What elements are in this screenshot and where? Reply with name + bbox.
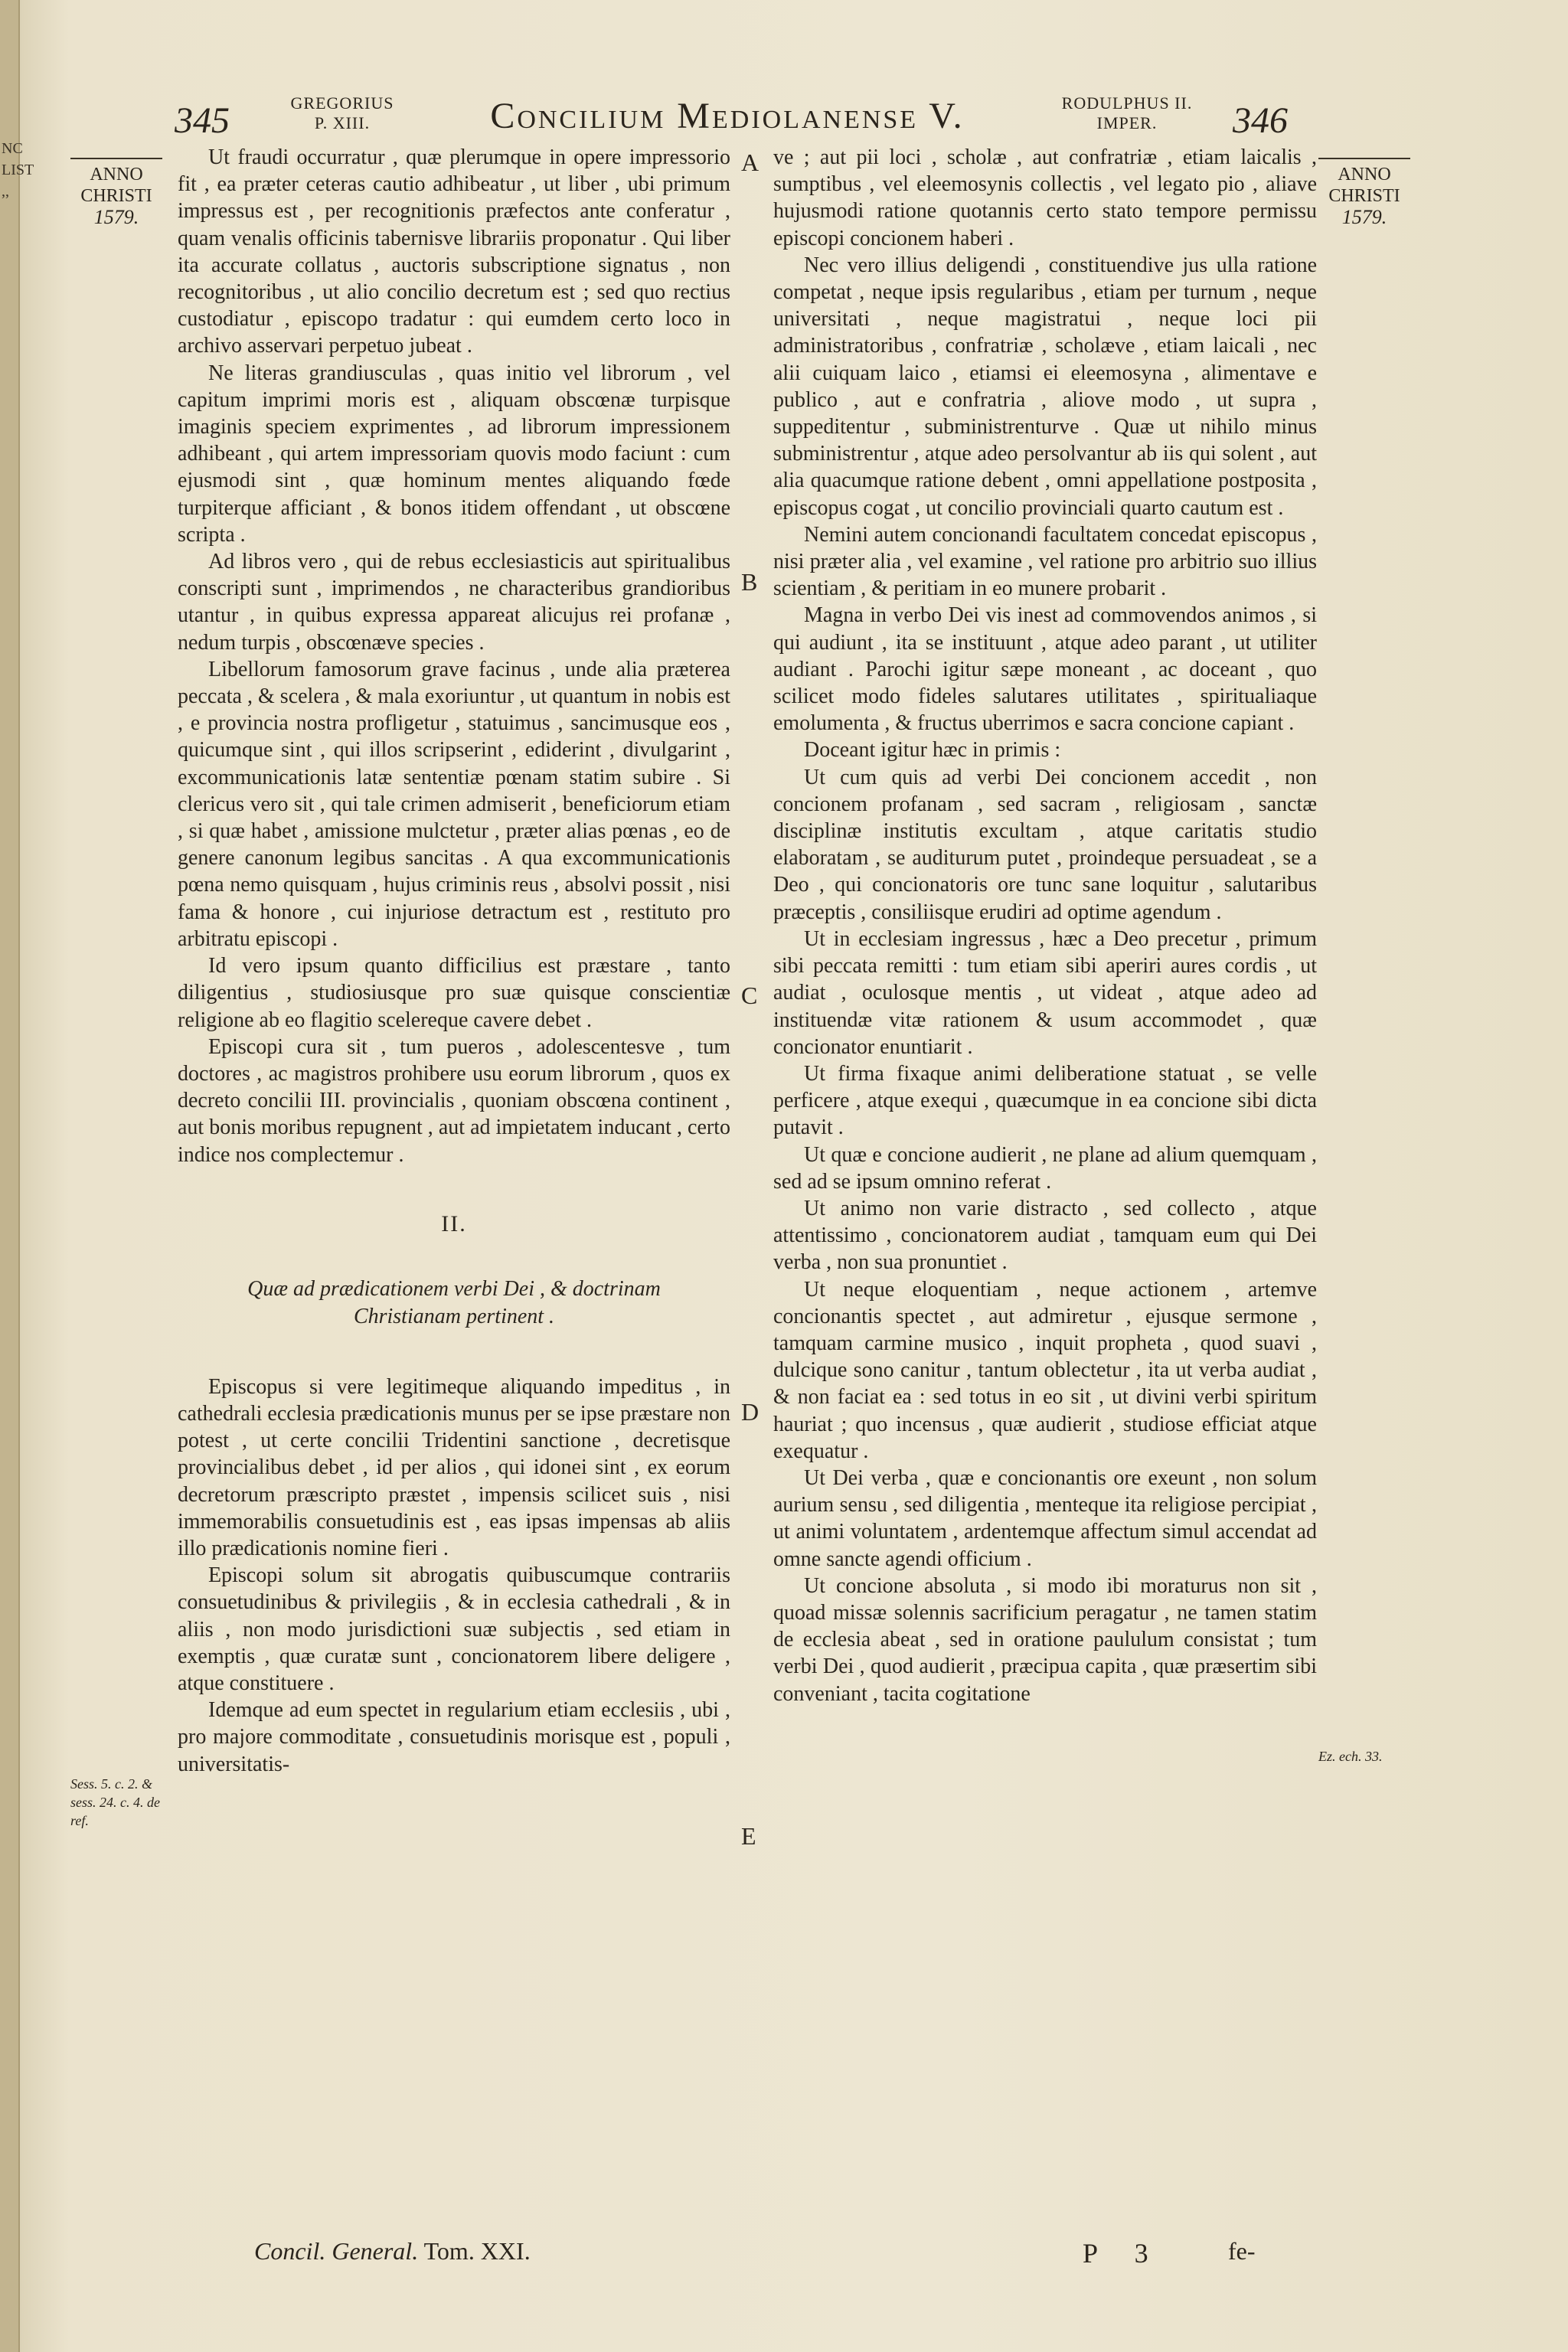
page-title: Concilium Mediolanense V.: [490, 96, 965, 136]
paragraph: Nemini autem concionandi facultatem concedat episcopus , nisi præter alia , vel examine , vel ratione pro arbitrio suo illius scientiam , & peritiam in eo munere probarit .: [773, 522, 1317, 601]
paragraph: Ut firma fixaque animi deliberatione statuat , se velle perficere , atque exequi , quæcumque in ea concione sibi dicta putavit .: [773, 1061, 1317, 1140]
paragraph: Ad libros vero , qui de rebus ecclesiasticis aut spiritualibus conscripti sunt , imprimendos , ne characteribus grandioribus utantur , in quibus expressa appareat alicujus rei profanæ , nedum turpis , obscœnæve species .: [178, 550, 730, 655]
paragraph: Nec vero illius deligendi , constituendive jus ulla ratione competat , neque ipsis regularibus , etiam per turnum , neque universitati , neque magistratui , neque loci pii administratoribus , confratriæ , scholæve , etiam laicali , nec alii cuiquam laico , etiamsi ei eleemosyna , alimentave e publico , aut e confratria , aliove modo , ut supra , suppeditentur , subministrenturve . Quæ ut nihilo minus subministrentur , atque adeo persolvantur ab iis qui solent , aut alia quacumque ratione debent , omni appellatione postposita , episcopus cogat , ut concilio provinciali quarto cautum est .: [773, 253, 1317, 520]
left-column: [178, 144, 730, 1778]
margin-note-right: Ez. ech. 33.: [1318, 1749, 1383, 1764]
section-marker-a: A: [741, 149, 760, 176]
edge-text: NC LIST ,,: [2, 140, 34, 200]
right-column: [773, 144, 1317, 1707]
paragraph: Idemque ad eum spectet in regularium etiam ecclesiis , ubi , pro majore commoditate , consuetudinis morisque est , populi , universitatis-: [178, 1698, 730, 1776]
paragraph: Libellorum famosorum grave facinus , unde alia præterea peccata , & scelera , & mala exoriuntur , ut quantum in nobis est , e provincia nostra profligetur , statuimus , sancimusque eos , quicumque sint , qui illos scripserint , ediderint , divulgarint , excommunicationis latæ sententiæ pœnam statim subire . Si clericus vero sit , qui tale crimen admiserit , beneficiorum etiam , si quæ habet , amissione mulctetur , præter alias pœnas , eo de genere canonum legibus sancitas . A qua excommunicationis pœna nemo quisquam , hujus criminis reus , absolvi possit , nisi fama & honore , cui injuriose detractum est , restituto pro arbitratu episcopi .: [178, 657, 730, 951]
signature-volume: Tom. XXI.: [423, 2237, 531, 2265]
signature-line: [254, 2237, 531, 2265]
paragraph: Id vero ipsum quanto difficilius est præstare , tanto diligentius , studiosiusque pro suæ quisque conscientiæ religione ab eo flagitio scelereque cavere debet .: [178, 954, 730, 1032]
paragraph: Ut animo non varie distracto , sed collecto , atque attentissimo , concionatorem audiat , tamquam eum qui Dei verba , non sua pronuntiet .: [773, 1196, 1317, 1275]
section-marker-d: D: [741, 1398, 760, 1426]
paragraph: Ut cum quis ad verbi Dei concionem accedit , non concionem profanam , sed sacram , religiosam , sanctæ disciplinæ institutis excultam , atque caritatis studio elaboratam , se auditurum putet , proindeque persuadeat , se a Deo , qui concionatoris ore tunc sane loquitur , salutaribus præceptis , consiliisque erudiri ad optime agendum .: [773, 765, 1317, 924]
year-note-right: [1318, 158, 1410, 228]
paragraph: Episcopi cura sit , tum pueros , adolescentesve , tum doctores , ac magistros prohibere usu eorum librorum , quos ex decreto concilii III. provincialis , quoniam obscœna continent , aut bonis moribus repugnent , aut ad impietatem inducant , certo indice nos complectemur .: [178, 1034, 730, 1167]
page-number-left: 345: [175, 100, 230, 141]
paragraph: Ut in ecclesiam ingressus , hæc a Deo precetur , primum sibi peccata remitti : tum etiam sibi aperiri aures cordis , ut audiat , oculosque mentis , ut videat , atque adeo ad instituendæ vitæ rationem & usum accommodet , quæ concionator enuntiarit .: [773, 926, 1317, 1059]
paragraph: Episcopus si vere legitimeque aliquando impeditus , in cathedrali ecclesia prædicationis munus per se ipse præstare non potest , ut certe concilii Tridentini sanctione , decretisque provincialibus debet , id per alios , qui idonei sint , ex eorum decretorum præscripto præstet , impensis scilicet suis , nisi immemorabilis consuetudinis est , eas ipsas impensas ab aliis illo prædicationis nomine fieri .: [178, 1374, 730, 1560]
page-footer: [0, 2234, 1568, 2280]
catchword: fe-: [1228, 2237, 1256, 2265]
section-marker-e: E: [741, 1822, 756, 1850]
margin-note-left: Sess. 5. c. 2. & sess. 24. c. 4. de ref.: [70, 1776, 160, 1828]
paragraph: Ut concione absoluta , si modo ibi moraturus non sit , quoad missæ solennis sacrificium peragatur , ne tamen statim de ecclesia abeat , sed in oratione paululum consistat ; tum verbi Dei , quod audierit , præcipua capita , quæ præsertim sibi conveniant , tacita cogitatione: [773, 1573, 1317, 1706]
adjacent-page-edge: [0, 0, 34, 2352]
running-head-left: GREGORIUS P. XIII.: [290, 93, 394, 132]
paragraph: Magna in verbo Dei vis inest ad commovendos animos , si qui audiunt , ita se instituunt , atque adeo parant , ut utiliter audiant . Parochi igitur sæpe moneant , ac doceant , quo scilicet modo fideles salutares utilitates , spiritualiaque emolumenta , & fructus uberrimos e sacra concione capiant .: [773, 603, 1317, 736]
year-label: ANNO CHRISTI: [80, 165, 152, 206]
year-note-left: [70, 158, 162, 228]
paragraph: Doceant igitur hæc in primis :: [804, 738, 1061, 763]
signature-italic: Concil. General.: [254, 2237, 419, 2265]
section-title: Quæ ad prædicationem verbi Dei , & doctrinam Christianam pertinent .: [247, 1276, 661, 1328]
year-label: ANNO CHRISTI: [1328, 165, 1400, 206]
section-number: II.: [441, 1210, 467, 1236]
running-head-right: RODULPHUS II. IMPER.: [1061, 93, 1193, 132]
section-marker-b: B: [741, 568, 758, 596]
paragraph: ve ; aut pii loci , scholæ , aut confratriæ , etiam laicalis , sumptibus , vel eleemosynis collectis , vel legato pio , aliave hujusmodi ratione quotannis certo stato tempore permissu episcopi concionem haberi .: [773, 145, 1317, 250]
paragraph: Ut Dei verba , quæ e concionantis ore exeunt , non solum aurium sensu , sed diligentia , menteque ita religiose percipiat , ut animi voluntatem , ardentemque affectum simul accendat ad omne sancte agendi officium .: [773, 1465, 1317, 1571]
paragraph: Ne literas grandiusculas , quas initio vel librorum , vel capitum imprimi moris est , aliquam obscœnæ turpisque imaginis speciem exprimentes , ad librorum impressionem adhibeant , qui artem impressoriam quovis modo faciunt : cum ejusmodi sint , quæ hominum mentes aliquando fœde turpiterque afficiant , & bonos itidem offendant , ut obscœne scripta .: [178, 361, 730, 547]
paragraph: Episcopi solum sit abrogatis quibuscumque contrariis consuetudinibus & privilegiis , & in ecclesia cathedrali , & in aliis , non modo jurisdictioni suæ subjectis , sed etiam in exemptis , quæ curatæ sunt , concionatorem libere deligere , atque constituere .: [178, 1563, 730, 1695]
paragraph: Ut fraudi occurratur , quæ plerumque in opere impressorio fit , ea præter ceteras cautio adhibeatur , ut liber , ubi primum impressus est , per recognitionis præfectos ante conferatur , quam venalis officinis tabernisve librariis proponatur . Qui liber ita accurate collatus , auctoris subscriptione signatus , non recognitoribus , ut alio concilio decretum est ; sed quo rectius custodiatur , episcopo tradatur : qui eumdem certo loco in archivo asservari perpetuo jubeat .: [178, 145, 730, 358]
signature-mark: P 3: [1083, 2238, 1164, 2269]
paragraph: Ut quæ e concione audierit , ne plane ad alium quemquam , sed ad se ipsum omnino referat .: [773, 1142, 1317, 1194]
section-marker-c: C: [741, 982, 758, 1009]
year-value: 1579.: [93, 206, 139, 228]
page-header: [0, 84, 1568, 153]
page-number-right: 346: [1233, 100, 1288, 141]
paragraph: Ut neque eloquentiam , neque actionem , artemve concionantis spectet , aut admiretur , ejusque sermone , tamquam carmine musico , inquit propheta , quod suavi , dulcique sono canitur , tantum oblectetur , ita ut verba audiat , & non faciat ea : sed totus in eo sit , ut divini verbi spiritum hauriat ; quo incensus , quæ audierit , studiose efficiat atque exequatur .: [773, 1277, 1317, 1463]
year-value: 1579.: [1341, 206, 1387, 228]
